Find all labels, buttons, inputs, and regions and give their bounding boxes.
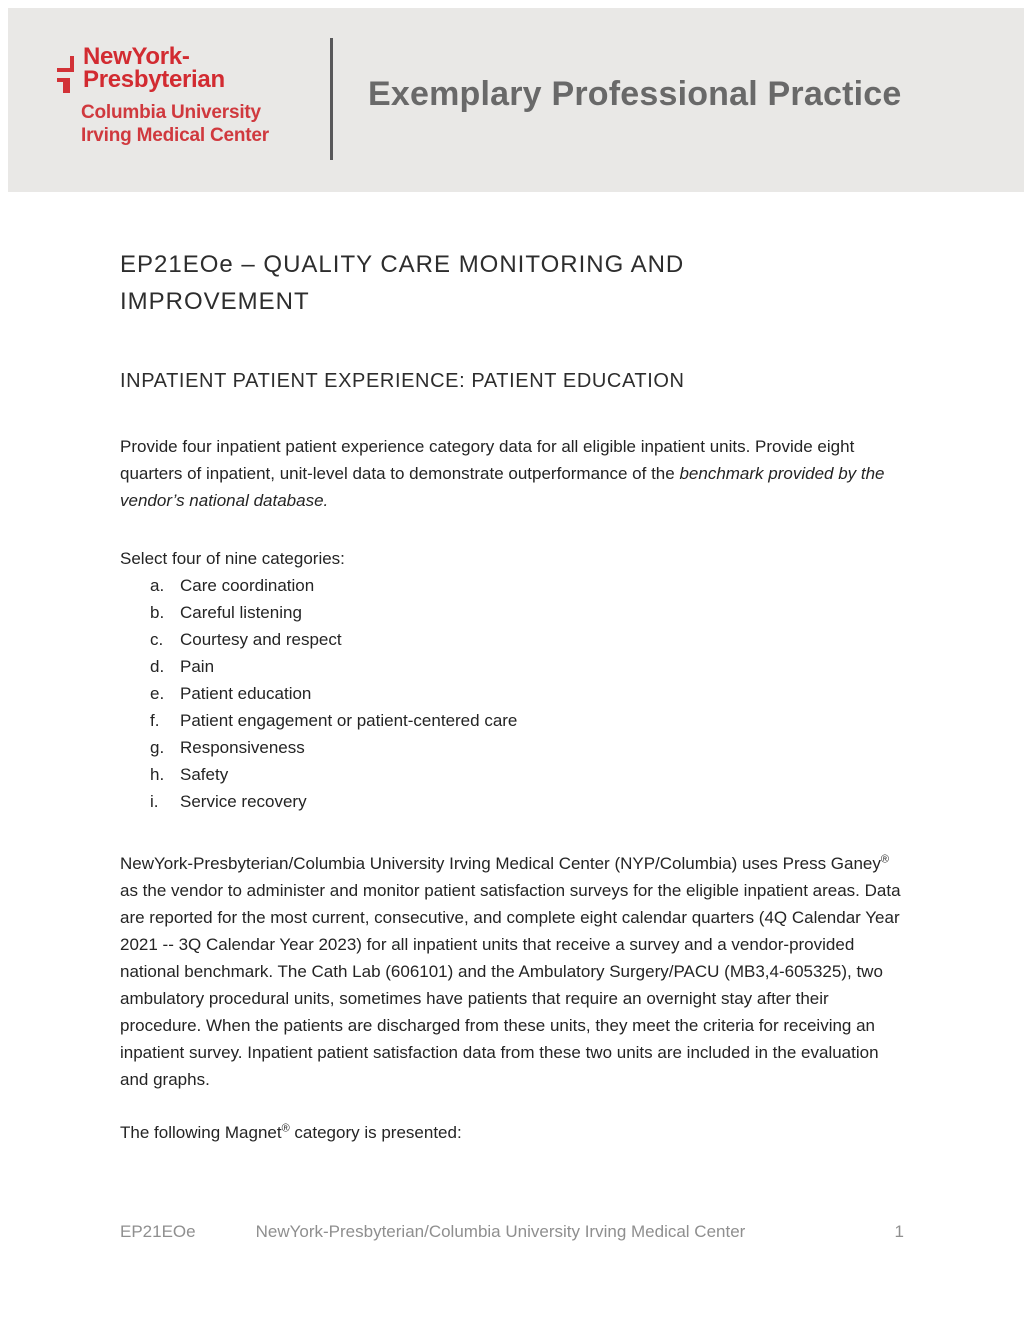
logo-name-line1: NewYork- [83,43,190,70]
registered-trademark-symbol: ® [880,853,889,866]
banner-title: Exemplary Professional Practice [368,75,902,113]
list-item-label: e. [150,684,165,703]
intro-regular-text: Provide four inpatient patient experience category data for all eligible inpatient units. Provide eight quarters of inpatient, unit-level data to demonstrate outperformance of the [120,437,855,483]
list-item [120,653,904,680]
intro-paragraph [120,433,904,514]
list-item [120,734,904,761]
magnet-line-part2: category is presented: [289,1123,462,1142]
bracket-bottom-icon [57,78,70,93]
logo-text [83,45,269,147]
list-item-label: g. [150,738,165,757]
list-item-text: Patient engagement or patient-centered care [180,711,518,730]
list-item-label: d. [150,657,165,676]
list-item-text: Pain [180,657,215,676]
footer-doc-code: EP21EOe [120,1222,196,1241]
page-footer [120,1222,904,1242]
list-item [120,707,904,734]
vendor-paragraph-part2: as the vendor to administer and monitor patient satisfaction surveys for the eligible inpatient areas. Data are reported for the most current, consecutive, and complete eight calendar quarters (4Q Calendar Year 2021 -- 3Q Calendar Year 2023) for all inpatient units that receive a survey and a vendor-provided national benchmark. The Cath Lab (606101) and the Ambulatory Surgery/PACU (MB3,4-605325), two ambulatory procedural units, sometimes have patients that require an overnight stay after their procedure. When the patients are discharged from these units, they meet the criteria for receiving an inpatient survey. Inpatient patient satisfaction data from these two units are included in the evaluation and graphs. [120,881,901,1089]
banner-divider [330,38,333,160]
list-item-label: f. [150,711,160,730]
nyp-logo-mark-icon [57,56,74,147]
list-item [120,761,904,788]
bracket-top-icon [57,56,74,72]
logo-campus [81,101,269,147]
list-item-text: Service recovery [180,792,307,811]
list-item-text: Safety [180,765,229,784]
list-item-text: Patient education [180,684,312,703]
list-item-label: h. [150,765,165,784]
list-item-label: a. [150,576,165,595]
intro-italic-text: benchmark provided by the vendor’s national database. [120,464,885,510]
nyp-logo [57,45,269,147]
registered-trademark-symbol: ® [281,1122,290,1135]
list-item [120,680,904,707]
categories-lead: Select four of nine categories: [120,549,345,568]
list-item [120,599,904,626]
list-item-label: i. [150,792,159,811]
list-item [120,572,904,599]
categories-list [120,572,904,815]
footer-page-number: 1 [894,1222,904,1241]
document-title: EP21EOe – QUALITY CARE MONITORING AND IMPROVEMENT [120,251,685,315]
logo-campus-line2: Irving Medical Center [81,125,269,146]
vendor-paragraph [120,850,904,1093]
logo-campus-line1: Columbia University [81,102,261,123]
list-item-text: Careful listening [180,603,302,622]
magnet-line [120,1119,904,1146]
list-item-text: Care coordination [180,576,315,595]
list-item-label: c. [150,630,164,649]
magnet-line-part1: The following Magnet [120,1123,282,1142]
list-item [120,788,904,815]
document-subtitle: INPATIENT PATIENT EXPERIENCE: PATIENT EDUCATION [120,370,685,392]
footer-org-name: NewYork-Presbyterian/Columbia University Irving Medical Center [255,1222,746,1241]
list-item [120,626,904,653]
list-item-text: Courtesy and respect [180,630,342,649]
list-item-label: b. [150,603,165,622]
vendor-paragraph-part1: NewYork-Presbyterian/Columbia University Irving Medical Center (NYP/Columbia) uses Press Ganey [120,854,881,873]
list-item-text: Responsiveness [180,738,305,757]
header-banner [8,8,1024,192]
logo-name-line2: Presbyterian [83,66,225,93]
document-content [0,192,1024,1146]
